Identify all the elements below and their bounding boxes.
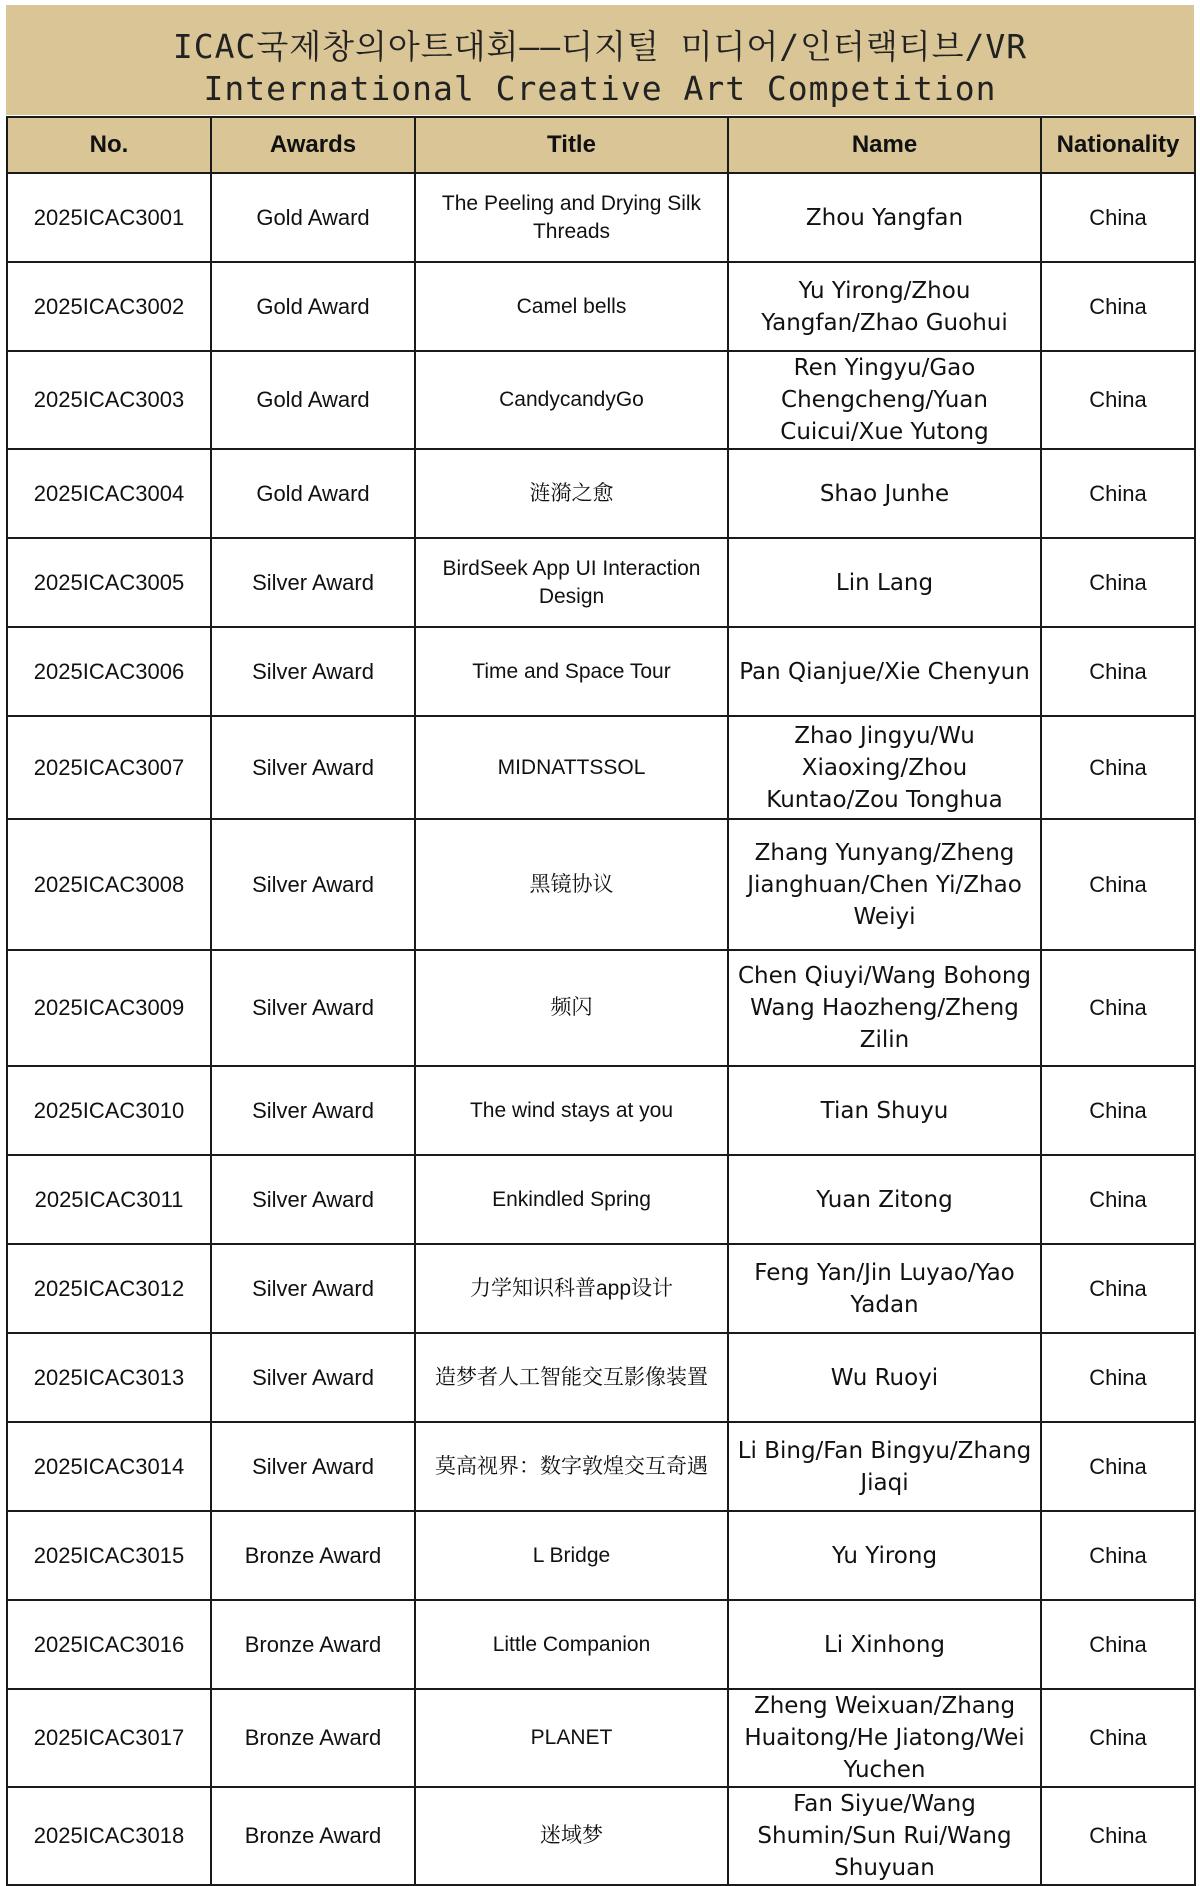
cell-no: 2025ICAC3012 <box>7 1244 211 1333</box>
cell-no: 2025ICAC3009 <box>7 950 211 1066</box>
cell-nationality: China <box>1041 1333 1195 1422</box>
cell-title: L Bridge <box>415 1511 728 1600</box>
cell-name: Fan Siyue/Wang Shumin/Sun Rui/Wang Shuyuan <box>728 1787 1041 1885</box>
table-row <box>7 262 1195 351</box>
cell-title: Time and Space Tour <box>415 627 728 716</box>
cell-nationality: China <box>1041 819 1195 950</box>
table-row <box>7 538 1195 627</box>
cell-award: Silver Award <box>211 950 415 1066</box>
table-header-row <box>7 117 1195 173</box>
cell-name: Li Xinhong <box>728 1600 1041 1689</box>
table-row <box>7 950 1195 1066</box>
cell-nationality: China <box>1041 1787 1195 1885</box>
cell-award: Bronze Award <box>211 1600 415 1689</box>
cell-award: Bronze Award <box>211 1787 415 1885</box>
cell-title: The wind stays at you <box>415 1066 728 1155</box>
cell-nationality: China <box>1041 538 1195 627</box>
cell-award: Silver Award <box>211 538 415 627</box>
column-header-nationality: Nationality <box>1041 117 1195 173</box>
table-row <box>7 1244 1195 1333</box>
cell-title: 莫高视界：数字敦煌交互奇遇 <box>415 1422 728 1511</box>
table-row <box>7 1155 1195 1244</box>
cell-award: Bronze Award <box>211 1689 415 1787</box>
cell-title: Enkindled Spring <box>415 1155 728 1244</box>
cell-nationality: China <box>1041 262 1195 351</box>
cell-nationality: China <box>1041 950 1195 1066</box>
cell-title: 涟漪之愈 <box>415 449 728 538</box>
cell-nationality: China <box>1041 627 1195 716</box>
cell-name: Tian Shuyu <box>728 1066 1041 1155</box>
header-banner <box>6 5 1194 115</box>
cell-title: MIDNATTSSOL <box>415 716 728 819</box>
cell-nationality: China <box>1041 449 1195 538</box>
column-header-name: Name <box>728 117 1041 173</box>
table-row <box>7 716 1195 819</box>
cell-no: 2025ICAC3015 <box>7 1511 211 1600</box>
cell-award: Silver Award <box>211 627 415 716</box>
cell-nationality: China <box>1041 1244 1195 1333</box>
cell-name: Zhao Jingyu/Wu Xiaoxing/Zhou Kuntao/Zou Tonghua <box>728 716 1041 819</box>
cell-nationality: China <box>1041 1511 1195 1600</box>
cell-nationality: China <box>1041 1600 1195 1689</box>
table-row <box>7 351 1195 449</box>
table-row <box>7 1600 1195 1689</box>
cell-title: 造梦者人工智能交互影像装置 <box>415 1333 728 1422</box>
cell-name: Feng Yan/Jin Luyao/Yao Yadan <box>728 1244 1041 1333</box>
table-row <box>7 1511 1195 1600</box>
cell-name: Wu Ruoyi <box>728 1333 1041 1422</box>
cell-award: Silver Award <box>211 819 415 950</box>
cell-award: Gold Award <box>211 351 415 449</box>
cell-title: 力学知识科普app设计 <box>415 1244 728 1333</box>
cell-title: 迷域梦 <box>415 1787 728 1885</box>
table-row <box>7 173 1195 262</box>
table-row <box>7 627 1195 716</box>
page-title: ICAC국제창의아트대회——디지털 미디어/인터랙티브/VR <box>172 27 1028 66</box>
cell-no: 2025ICAC3014 <box>7 1422 211 1511</box>
cell-award: Gold Award <box>211 173 415 262</box>
cell-nationality: China <box>1041 1689 1195 1787</box>
cell-name: Zhou Yangfan <box>728 173 1041 262</box>
cell-no: 2025ICAC3001 <box>7 173 211 262</box>
cell-no: 2025ICAC3017 <box>7 1689 211 1787</box>
cell-name: Yuan Zitong <box>728 1155 1041 1244</box>
cell-no: 2025ICAC3008 <box>7 819 211 950</box>
cell-no: 2025ICAC3018 <box>7 1787 211 1885</box>
cell-title: The Peeling and Drying Silk Threads <box>415 173 728 262</box>
cell-title: Camel bells <box>415 262 728 351</box>
cell-award: Gold Award <box>211 449 415 538</box>
cell-title: BirdSeek App UI Interaction Design <box>415 538 728 627</box>
column-header-title: Title <box>415 117 728 173</box>
cell-no: 2025ICAC3003 <box>7 351 211 449</box>
cell-no: 2025ICAC3005 <box>7 538 211 627</box>
cell-title: PLANET <box>415 1689 728 1787</box>
cell-award: Silver Award <box>211 1066 415 1155</box>
cell-no: 2025ICAC3006 <box>7 627 211 716</box>
page-subtitle: International Creative Art Competition <box>203 69 997 108</box>
cell-title: Little Companion <box>415 1600 728 1689</box>
cell-nationality: China <box>1041 1155 1195 1244</box>
table-row <box>7 1689 1195 1787</box>
cell-no: 2025ICAC3016 <box>7 1600 211 1689</box>
cell-no: 2025ICAC3007 <box>7 716 211 819</box>
cell-nationality: China <box>1041 1422 1195 1511</box>
cell-title: 频闪 <box>415 950 728 1066</box>
table-row <box>7 1333 1195 1422</box>
cell-name: Ren Yingyu/Gao Chengcheng/Yuan Cuicui/Xue Yutong <box>728 351 1041 449</box>
column-header-awards: Awards <box>211 117 415 173</box>
cell-award: Gold Award <box>211 262 415 351</box>
table-row <box>7 1422 1195 1511</box>
table-row <box>7 1066 1195 1155</box>
table-row <box>7 1787 1195 1885</box>
cell-name: Lin Lang <box>728 538 1041 627</box>
cell-award: Silver Award <box>211 1422 415 1511</box>
cell-name: Yu Yirong/Zhou Yangfan/Zhao Guohui <box>728 262 1041 351</box>
cell-nationality: China <box>1041 716 1195 819</box>
cell-no: 2025ICAC3002 <box>7 262 211 351</box>
table-row <box>7 819 1195 950</box>
cell-no: 2025ICAC3004 <box>7 449 211 538</box>
cell-nationality: China <box>1041 1066 1195 1155</box>
cell-award: Silver Award <box>211 1333 415 1422</box>
cell-award: Silver Award <box>211 716 415 819</box>
cell-name: Chen Qiuyi/Wang Bohong Wang Haozheng/Zheng Zilin <box>728 950 1041 1066</box>
cell-nationality: China <box>1041 173 1195 262</box>
cell-no: 2025ICAC3011 <box>7 1155 211 1244</box>
awards-table <box>6 116 1196 1886</box>
cell-name: Zhang Yunyang/Zheng Jianghuan/Chen Yi/Zhao Weiyi <box>728 819 1041 950</box>
column-header-no: No. <box>7 117 211 173</box>
cell-name: Li Bing/Fan Bingyu/Zhang Jiaqi <box>728 1422 1041 1511</box>
cell-award: Bronze Award <box>211 1511 415 1600</box>
cell-no: 2025ICAC3013 <box>7 1333 211 1422</box>
cell-nationality: China <box>1041 351 1195 449</box>
cell-no: 2025ICAC3010 <box>7 1066 211 1155</box>
cell-name: Shao Junhe <box>728 449 1041 538</box>
cell-title: CandycandyGo <box>415 351 728 449</box>
cell-name: Zheng Weixuan/Zhang Huaitong/He Jiatong/Wei Yuchen <box>728 1689 1041 1787</box>
cell-award: Silver Award <box>211 1155 415 1244</box>
cell-award: Silver Award <box>211 1244 415 1333</box>
table-row <box>7 449 1195 538</box>
cell-name: Yu Yirong <box>728 1511 1041 1600</box>
cell-name: Pan Qianjue/Xie Chenyun <box>728 627 1041 716</box>
cell-title: 黑镜协议 <box>415 819 728 950</box>
